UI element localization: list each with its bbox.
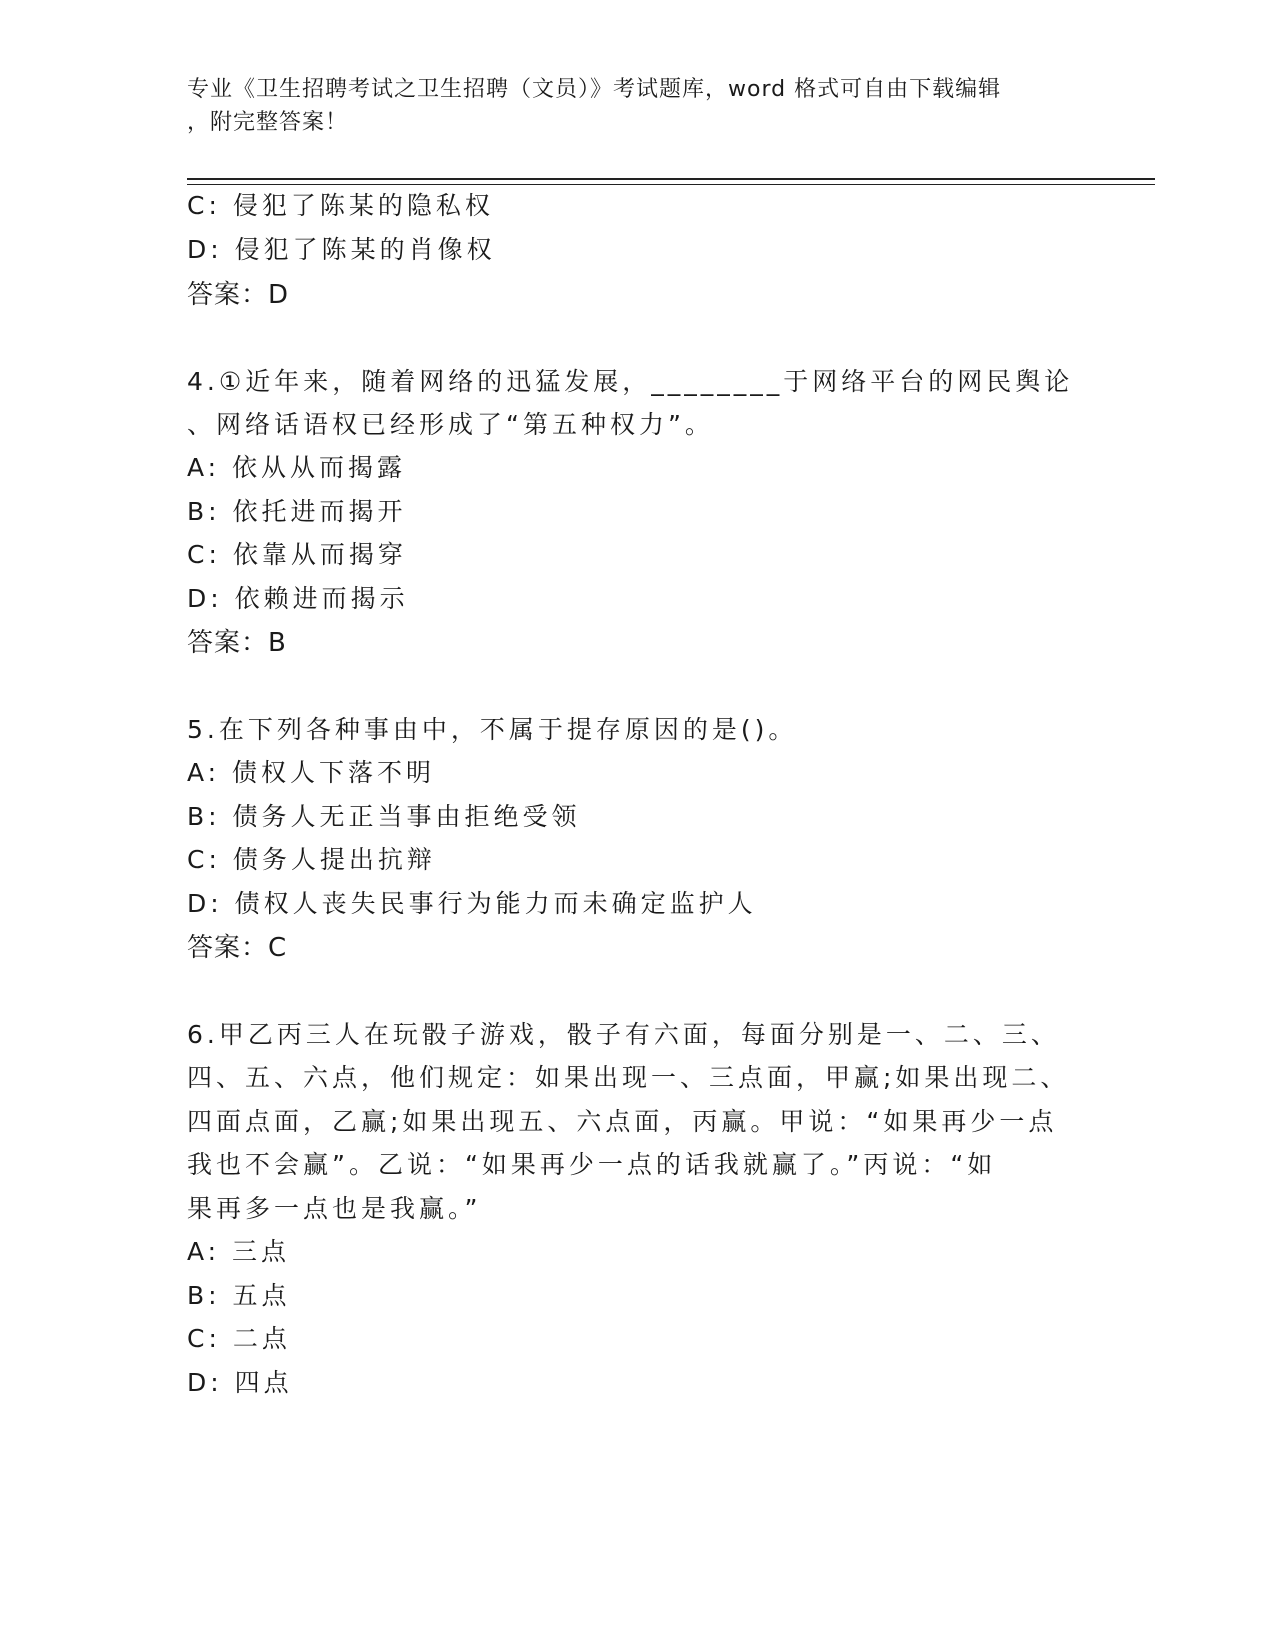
q6-option-b: B: 五点 — [187, 1281, 291, 1310]
prev-option-d: D: 侵犯了陈某的肖像权 — [187, 235, 496, 264]
document-header — [187, 73, 1087, 139]
q4-answer: 答案：B — [187, 628, 287, 658]
q6-stem-line-1: 6.甲乙丙三人在玩骰子游戏，骰子有六面，每面分别是一、二、三、 — [187, 1020, 1060, 1049]
prev-option-c: C: 侵犯了陈某的隐私权 — [187, 191, 494, 220]
q6-stem-line-4: 我也不会赢”。乙说：“如果再少一点的话我就赢了。”丙说：“如 — [187, 1150, 997, 1179]
q6-option-d: D: 四点 — [187, 1368, 293, 1397]
header-divider-thick — [187, 178, 1155, 180]
q6-option-c: C: 二点 — [187, 1324, 291, 1353]
q6-stem-line-5: 果再多一点也是我赢。” — [187, 1194, 482, 1223]
q5-option-d: D: 债权人丧失民事行为能力而未确定监护人 — [187, 889, 757, 918]
q5-option-a: A: 债权人下落不明 — [187, 758, 436, 787]
q4-option-a: A: 依从从而揭露 — [187, 453, 407, 482]
q6-stem-line-3: 四面点面，乙赢;如果出现五、六点面，丙赢。甲说：“如果再少一点 — [187, 1107, 1058, 1136]
q4-option-c: C: 依靠从而揭穿 — [187, 540, 407, 569]
q5-option-c: C: 债务人提出抗辩 — [187, 845, 436, 874]
prev-answer: 答案：D — [187, 280, 290, 310]
q5-stem: 5.在下列各种事由中，不属于提存原因的是()。 — [187, 715, 798, 744]
q6-option-a: A: 三点 — [187, 1237, 291, 1266]
q4-option-b: B: 依托进而揭开 — [187, 497, 407, 526]
q4-option-d: D: 依赖进而揭示 — [187, 584, 409, 613]
header-line-2: ，附完整答案！ — [187, 110, 349, 135]
q5-option-b: B: 债务人无正当事由拒绝受领 — [187, 802, 581, 831]
header-divider-thin — [187, 184, 1155, 185]
q6-stem-line-2: 四、五、六点，他们规定：如果出现一、三点面，甲赢;如果出现二、 — [187, 1063, 1070, 1092]
q5-answer: 答案：C — [187, 933, 288, 963]
q4-stem-line-2: 、网络话语权已经形成了“第五种权力”。 — [187, 410, 714, 439]
q4-stem-line-1: 4.①近年来，随着网络的迅猛发展，________于网络平台的网民舆论 — [187, 367, 1074, 396]
header-line-1: 专业《卫生招聘考试之卫生招聘（文员）》考试题库，word 格式可自由下载编辑 — [187, 77, 1002, 102]
